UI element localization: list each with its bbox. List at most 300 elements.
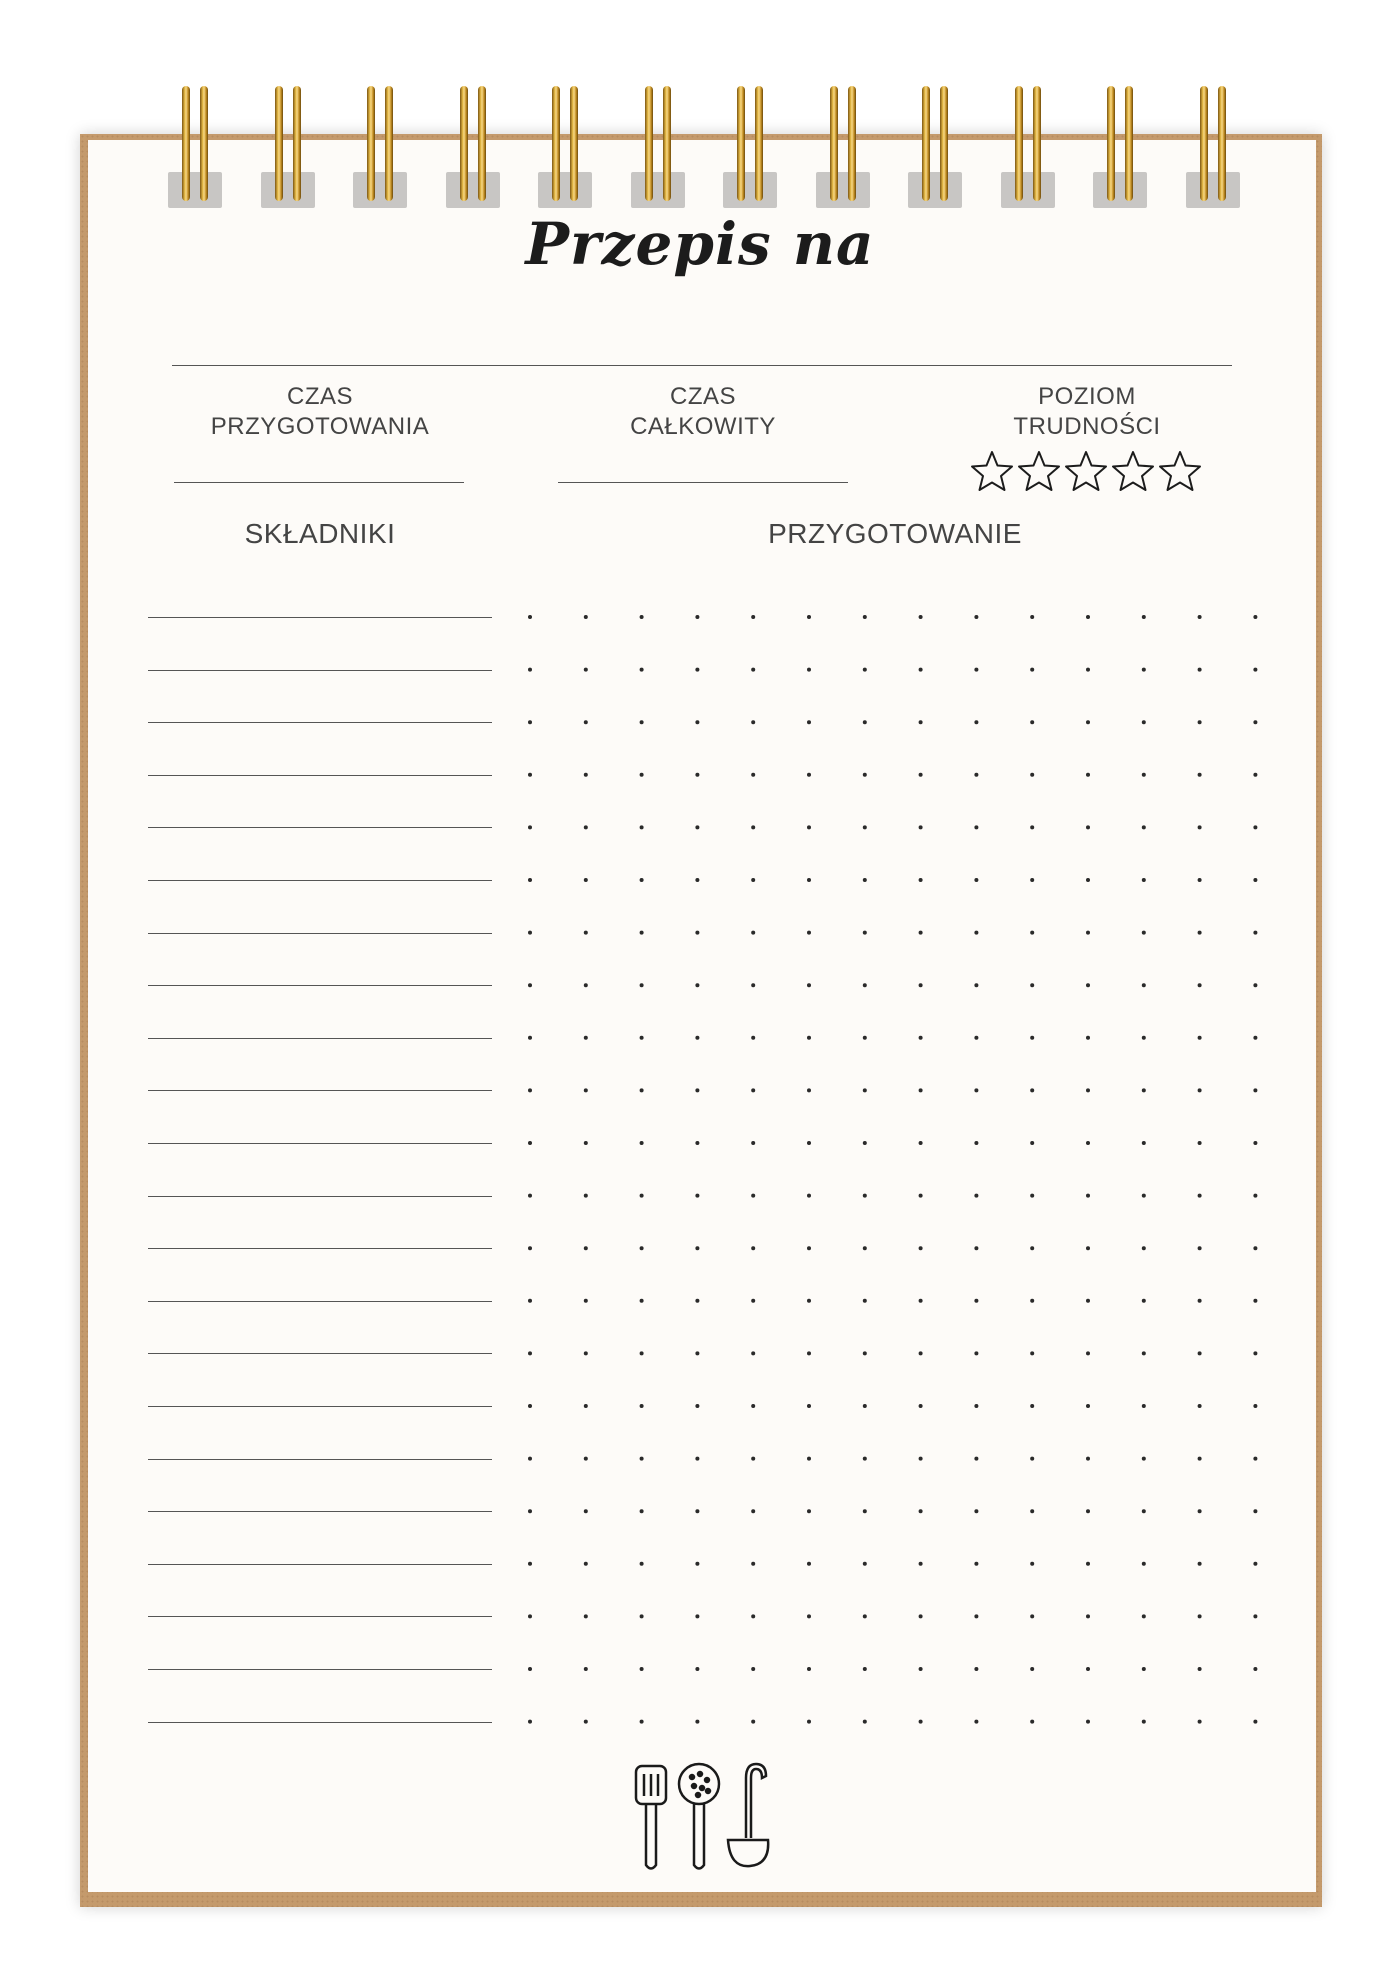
grid-dot xyxy=(807,1509,811,1513)
grid-dot xyxy=(1086,1562,1090,1566)
grid-dot xyxy=(1198,668,1202,672)
star-outline-icon[interactable] xyxy=(1111,450,1155,492)
grid-dot xyxy=(584,1141,588,1145)
spiral-ring-wire xyxy=(552,86,560,201)
grid-dot xyxy=(1198,1720,1202,1724)
spiral-ring-wire xyxy=(922,86,930,201)
grid-dot xyxy=(1253,668,1257,672)
grid-dot xyxy=(1086,1088,1090,1092)
ring-hole xyxy=(816,172,870,208)
grid-dot xyxy=(807,983,811,987)
grid-dot xyxy=(863,1299,867,1303)
grid-dot xyxy=(807,1667,811,1671)
grid-dot xyxy=(695,1562,699,1566)
grid-dot xyxy=(528,1141,532,1145)
grid-dot xyxy=(1030,1509,1034,1513)
grid-dot xyxy=(584,1457,588,1461)
spiral-ring-wire xyxy=(478,86,486,201)
grid-dot xyxy=(1030,1720,1034,1724)
grid-dot xyxy=(1198,1088,1202,1092)
ingredient-line[interactable] xyxy=(148,617,492,618)
ring-hole xyxy=(538,172,592,208)
spiral-ring-wire xyxy=(182,86,190,201)
grid-dot xyxy=(528,1720,532,1724)
grid-dot xyxy=(807,1141,811,1145)
grid-dot xyxy=(919,615,923,619)
grid-dot xyxy=(528,1667,532,1671)
grid-dot xyxy=(1142,878,1146,882)
grid-dot xyxy=(528,615,532,619)
grid-dot xyxy=(640,931,644,935)
grid-dot xyxy=(1142,720,1146,724)
grid-dot xyxy=(974,825,978,829)
grid-dot xyxy=(640,773,644,777)
grid-dot xyxy=(1030,931,1034,935)
grid-dot xyxy=(695,1351,699,1355)
grid-dot xyxy=(1142,1457,1146,1461)
grid-dot xyxy=(695,1720,699,1724)
star-outline-icon[interactable] xyxy=(1017,450,1061,492)
ring-hole xyxy=(1186,172,1240,208)
grid-dot xyxy=(751,615,755,619)
grid-dot xyxy=(863,1457,867,1461)
grid-dot xyxy=(695,878,699,882)
grid-dot xyxy=(751,825,755,829)
ingredient-line[interactable] xyxy=(148,775,492,776)
grid-dot xyxy=(974,1299,978,1303)
grid-dot xyxy=(807,1614,811,1618)
ingredient-line[interactable] xyxy=(148,1248,492,1249)
grid-dot xyxy=(863,1562,867,1566)
spiral-ring-wire xyxy=(1033,86,1041,201)
grid-dot xyxy=(528,1036,532,1040)
grid-dot xyxy=(1198,825,1202,829)
grid-dot xyxy=(528,1404,532,1408)
grid-dot xyxy=(584,720,588,724)
grid-dot xyxy=(1086,773,1090,777)
grid-dot xyxy=(1086,1351,1090,1355)
grid-dot xyxy=(1030,1457,1034,1461)
grid-dot xyxy=(528,1194,532,1198)
grid-dot xyxy=(640,1509,644,1513)
grid-dot xyxy=(919,878,923,882)
grid-dot xyxy=(528,1246,532,1250)
grid-dot xyxy=(1142,1614,1146,1618)
grid-dot xyxy=(695,1088,699,1092)
grid-dot xyxy=(807,1457,811,1461)
grid-dot xyxy=(863,615,867,619)
preparation-dot-grid[interactable] xyxy=(500,600,1280,1740)
ingredient-line[interactable] xyxy=(148,1511,492,1512)
ingredient-line[interactable] xyxy=(148,1090,492,1091)
grid-dot xyxy=(1198,878,1202,882)
grid-dot xyxy=(695,773,699,777)
ingredient-line[interactable] xyxy=(148,985,492,986)
grid-dot xyxy=(1030,1088,1034,1092)
grid-dot xyxy=(1142,1141,1146,1145)
grid-dot xyxy=(1086,878,1090,882)
grid-dot xyxy=(1142,1036,1146,1040)
grid-dot xyxy=(974,1351,978,1355)
ingredient-line[interactable] xyxy=(148,1196,492,1197)
grid-dot xyxy=(1086,1404,1090,1408)
ring-hole xyxy=(261,172,315,208)
grid-dot xyxy=(1030,825,1034,829)
ingredient-line[interactable] xyxy=(148,670,492,671)
grid-dot xyxy=(919,1299,923,1303)
ladle-icon xyxy=(728,1764,768,1866)
grid-dot xyxy=(1253,1299,1257,1303)
grid-dot xyxy=(1198,773,1202,777)
grid-dot xyxy=(584,1194,588,1198)
ring-hole xyxy=(631,172,685,208)
grid-dot xyxy=(1086,825,1090,829)
grid-dot xyxy=(1030,773,1034,777)
grid-dot xyxy=(1253,1141,1257,1145)
grid-dot xyxy=(863,1667,867,1671)
grid-dot xyxy=(528,878,532,882)
grid-dot xyxy=(751,1562,755,1566)
grid-dot xyxy=(1086,1720,1090,1724)
preparation-heading: PRZYGOTOWANIE xyxy=(768,518,1022,549)
grid-dot xyxy=(584,1509,588,1513)
skimmer-icon xyxy=(679,1764,719,1869)
spiral-ring-wire xyxy=(755,86,763,201)
ingredient-line[interactable] xyxy=(148,1353,492,1354)
grid-dot xyxy=(863,668,867,672)
grid-dot xyxy=(695,1194,699,1198)
grid-dot xyxy=(584,1351,588,1355)
grid-dot xyxy=(807,878,811,882)
grid-dot xyxy=(584,1667,588,1671)
grid-dot xyxy=(863,773,867,777)
grid-dot xyxy=(1253,878,1257,882)
spiral-ring-wire xyxy=(293,86,301,201)
grid-dot xyxy=(1086,1141,1090,1145)
grid-dot xyxy=(919,1141,923,1145)
grid-dot xyxy=(919,1509,923,1513)
spiral-ring-wire xyxy=(1218,86,1226,201)
grid-dot xyxy=(1142,668,1146,672)
grid-dot xyxy=(1253,615,1257,619)
ring-hole xyxy=(1001,172,1055,208)
grid-dot xyxy=(863,1246,867,1250)
star-outline-icon[interactable] xyxy=(1158,450,1202,492)
grid-dot xyxy=(919,931,923,935)
spatula-icon xyxy=(636,1766,666,1869)
grid-dot xyxy=(1198,1404,1202,1408)
grid-dot xyxy=(1086,615,1090,619)
grid-dot xyxy=(1030,1404,1034,1408)
grid-dot xyxy=(1030,1141,1034,1145)
grid-dot xyxy=(695,1141,699,1145)
spiral-ring-wire xyxy=(385,86,393,201)
grid-dot xyxy=(974,1246,978,1250)
ingredient-line[interactable] xyxy=(148,722,492,723)
star-outline-icon[interactable] xyxy=(970,450,1014,492)
grid-dot xyxy=(695,931,699,935)
ingredient-line[interactable] xyxy=(148,1722,492,1723)
grid-dot xyxy=(1086,668,1090,672)
grid-dot xyxy=(863,1036,867,1040)
grid-dot xyxy=(584,878,588,882)
grid-dot xyxy=(919,1036,923,1040)
grid-dot xyxy=(751,1036,755,1040)
grid-dot xyxy=(919,983,923,987)
grid-dot xyxy=(919,1194,923,1198)
grid-dot xyxy=(584,615,588,619)
grid-dot xyxy=(528,1088,532,1092)
grid-dot xyxy=(1198,615,1202,619)
grid-dot xyxy=(1253,1614,1257,1618)
grid-dot xyxy=(1030,1667,1034,1671)
ingredient-line[interactable] xyxy=(148,880,492,881)
grid-dot xyxy=(695,1614,699,1618)
grid-dot xyxy=(1198,1562,1202,1566)
grid-dot xyxy=(751,1194,755,1198)
grid-dot xyxy=(751,878,755,882)
grid-dot xyxy=(1030,1194,1034,1198)
grid-dot xyxy=(640,1720,644,1724)
grid-dot xyxy=(1198,983,1202,987)
ingredient-line[interactable] xyxy=(148,1406,492,1407)
grid-dot xyxy=(863,720,867,724)
grid-dot xyxy=(1253,1667,1257,1671)
spiral-ring-wire xyxy=(1200,86,1208,201)
grid-dot xyxy=(863,931,867,935)
grid-dot xyxy=(1253,1457,1257,1461)
difficulty-label: POZIOM TRUDNOŚCI xyxy=(1013,383,1161,440)
grid-dot xyxy=(974,1509,978,1513)
ingredient-line[interactable] xyxy=(148,1038,492,1039)
grid-dot xyxy=(640,983,644,987)
grid-dot xyxy=(584,1246,588,1250)
grid-dot xyxy=(807,1246,811,1250)
grid-dot xyxy=(1086,983,1090,987)
grid-dot xyxy=(695,615,699,619)
ingredient-line[interactable] xyxy=(148,1459,492,1460)
grid-dot xyxy=(807,1088,811,1092)
grid-dot xyxy=(751,773,755,777)
grid-dot xyxy=(751,668,755,672)
grid-dot xyxy=(974,1614,978,1618)
grid-dot xyxy=(1198,720,1202,724)
grid-dot xyxy=(640,1457,644,1461)
grid-dot xyxy=(528,825,532,829)
grid-dot xyxy=(1086,1614,1090,1618)
grid-dot xyxy=(584,1036,588,1040)
spiral-ring-wire xyxy=(940,86,948,201)
grid-dot xyxy=(1253,720,1257,724)
spiral-ring-wire xyxy=(460,86,468,201)
grid-dot xyxy=(751,1720,755,1724)
grid-dot xyxy=(695,1246,699,1250)
grid-dot xyxy=(1142,931,1146,935)
grid-dot xyxy=(751,1404,755,1408)
spiral-ring-wire xyxy=(1125,86,1133,201)
grid-dot xyxy=(919,668,923,672)
grid-dot xyxy=(974,1562,978,1566)
grid-dot xyxy=(974,983,978,987)
spiral-ring-wire xyxy=(1107,86,1115,201)
grid-dot xyxy=(863,1614,867,1618)
grid-dot xyxy=(640,668,644,672)
ring-hole xyxy=(1093,172,1147,208)
grid-dot xyxy=(1198,1246,1202,1250)
grid-dot xyxy=(695,1036,699,1040)
ingredient-line[interactable] xyxy=(148,1301,492,1302)
grid-dot xyxy=(919,1404,923,1408)
grid-dot xyxy=(1086,1036,1090,1040)
grid-dot xyxy=(974,615,978,619)
grid-dot xyxy=(807,825,811,829)
grid-dot xyxy=(751,983,755,987)
total-time-line[interactable] xyxy=(558,482,848,483)
grid-dot xyxy=(528,931,532,935)
grid-dot xyxy=(640,1299,644,1303)
ring-hole xyxy=(353,172,407,208)
grid-dot xyxy=(1142,1194,1146,1198)
grid-dot xyxy=(751,931,755,935)
grid-dot xyxy=(974,773,978,777)
grid-dot xyxy=(974,1141,978,1145)
grid-dot xyxy=(640,1036,644,1040)
spiral-ring-wire xyxy=(570,86,578,201)
grid-dot xyxy=(807,668,811,672)
grid-dot xyxy=(974,1720,978,1724)
grid-dot xyxy=(584,1562,588,1566)
grid-dot xyxy=(974,720,978,724)
ingredient-line[interactable] xyxy=(148,1143,492,1144)
spiral-ring-wire xyxy=(737,86,745,201)
grid-dot xyxy=(584,1404,588,1408)
grid-dot xyxy=(919,1720,923,1724)
grid-dot xyxy=(1198,1299,1202,1303)
grid-dot xyxy=(695,1299,699,1303)
grid-dot xyxy=(1142,1667,1146,1671)
grid-dot xyxy=(1142,1509,1146,1513)
grid-dot xyxy=(807,1562,811,1566)
prep-time-line[interactable] xyxy=(174,482,464,483)
grid-dot xyxy=(1253,825,1257,829)
grid-dot xyxy=(974,1404,978,1408)
grid-dot xyxy=(807,1194,811,1198)
grid-dot xyxy=(1142,1404,1146,1408)
ingredient-line[interactable] xyxy=(148,1564,492,1565)
grid-dot xyxy=(807,1036,811,1040)
spiral-ring-wire xyxy=(200,86,208,201)
grid-dot xyxy=(528,983,532,987)
grid-dot xyxy=(974,1194,978,1198)
spiral-ring-wire xyxy=(275,86,283,201)
grid-dot xyxy=(863,825,867,829)
spiral-ring-wire xyxy=(848,86,856,201)
grid-dot xyxy=(751,1614,755,1618)
grid-dot xyxy=(919,1457,923,1461)
grid-dot xyxy=(919,1246,923,1250)
grid-dot xyxy=(863,1088,867,1092)
prep-time-label: CZAS PRZYGOTOWANIA xyxy=(210,383,430,440)
grid-dot xyxy=(1030,983,1034,987)
grid-dot xyxy=(974,1088,978,1092)
ingredient-line[interactable] xyxy=(148,827,492,828)
grid-dot xyxy=(528,668,532,672)
grid-dot xyxy=(1253,1088,1257,1092)
grid-dot xyxy=(695,825,699,829)
grid-dot xyxy=(1253,931,1257,935)
star-outline-icon[interactable] xyxy=(1064,450,1108,492)
grid-dot xyxy=(1253,1562,1257,1566)
grid-dot xyxy=(974,1036,978,1040)
grid-dot xyxy=(528,1509,532,1513)
grid-dot xyxy=(751,720,755,724)
grid-dot xyxy=(1030,668,1034,672)
grid-dot xyxy=(695,668,699,672)
grid-dot xyxy=(1198,1194,1202,1198)
recipe-name-line[interactable] xyxy=(172,365,1232,366)
grid-dot xyxy=(919,825,923,829)
grid-dot xyxy=(695,1667,699,1671)
grid-dot xyxy=(751,1351,755,1355)
grid-dot xyxy=(1142,1299,1146,1303)
grid-dot xyxy=(695,720,699,724)
spiral-ring-wire xyxy=(663,86,671,201)
grid-dot xyxy=(807,1720,811,1724)
grid-dot xyxy=(1086,1246,1090,1250)
grid-dot xyxy=(1086,1457,1090,1461)
grid-dot xyxy=(919,1562,923,1566)
grid-dot xyxy=(919,720,923,724)
grid-dot xyxy=(751,1088,755,1092)
grid-dot xyxy=(640,1088,644,1092)
grid-dot xyxy=(1086,1509,1090,1513)
grid-dot xyxy=(640,878,644,882)
grid-dot xyxy=(863,1194,867,1198)
page-title: Przepis na xyxy=(525,210,875,278)
grid-dot xyxy=(640,615,644,619)
grid-dot xyxy=(584,1614,588,1618)
grid-dot xyxy=(863,1720,867,1724)
grid-dot xyxy=(640,1614,644,1618)
grid-dot xyxy=(1086,931,1090,935)
grid-dot xyxy=(1142,825,1146,829)
grid-dot xyxy=(1253,1246,1257,1250)
grid-dot xyxy=(528,720,532,724)
grid-dot xyxy=(584,825,588,829)
ingredient-line[interactable] xyxy=(148,1669,492,1670)
ingredient-line[interactable] xyxy=(148,1616,492,1617)
grid-dot xyxy=(1142,615,1146,619)
grid-dot xyxy=(1142,983,1146,987)
ingredient-line[interactable] xyxy=(148,933,492,934)
grid-dot xyxy=(1198,1457,1202,1461)
grid-dot xyxy=(528,1457,532,1461)
grid-dot xyxy=(1030,720,1034,724)
grid-dot xyxy=(807,720,811,724)
grid-dot xyxy=(1142,773,1146,777)
grid-dot xyxy=(528,1299,532,1303)
grid-dot xyxy=(1253,1720,1257,1724)
grid-dot xyxy=(640,1404,644,1408)
grid-dot xyxy=(584,1088,588,1092)
grid-dot xyxy=(1142,1088,1146,1092)
grid-dot xyxy=(807,615,811,619)
grid-dot xyxy=(1142,1351,1146,1355)
grid-dot xyxy=(1086,720,1090,724)
total-time-label: CZAS CAŁKOWITY xyxy=(630,383,776,440)
grid-dot xyxy=(1253,773,1257,777)
spiral-ring-wire xyxy=(367,86,375,201)
